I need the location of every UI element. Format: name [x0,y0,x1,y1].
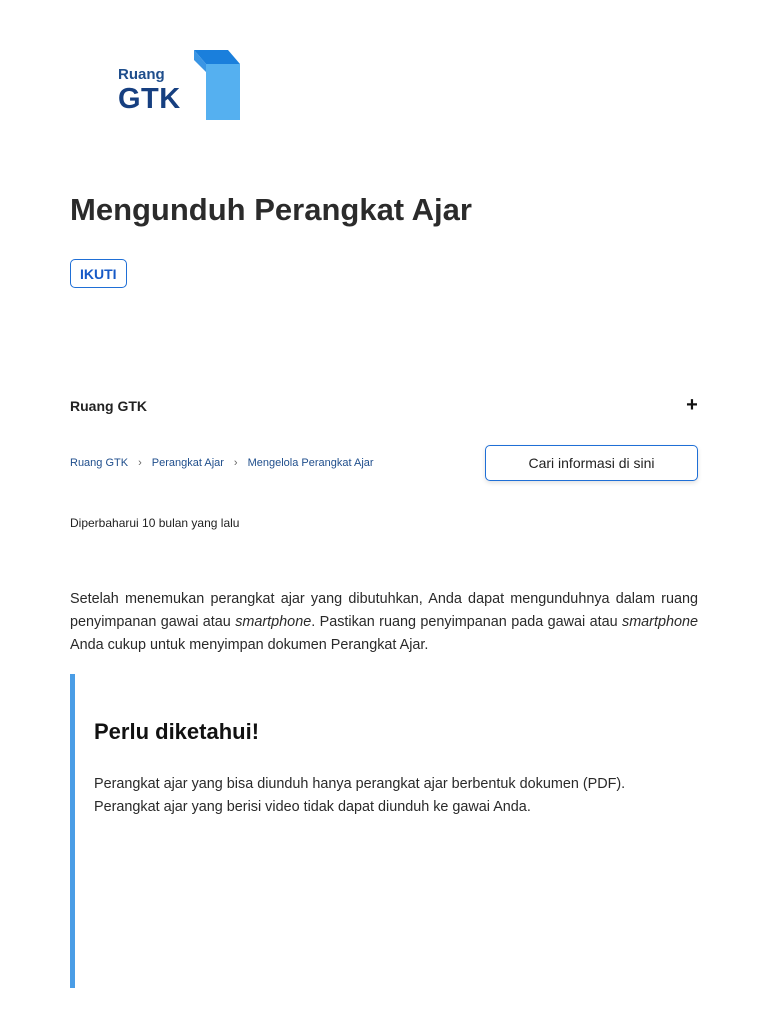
search-input[interactable]: Cari informasi di sini [485,445,698,481]
follow-button[interactable]: IKUTI [70,259,127,288]
updated-timestamp: Diperbaharui 10 bulan yang lalu [70,516,240,530]
chevron-right-icon: › [138,457,142,469]
callout-text: Perangkat ajar yang bisa diunduh hanya perangkat ajar berbentuk dokumen (PDF). Perangkat ajar yang berisi video tidak dapat diunduh ke gawai Anda. [94,776,626,815]
ruang-gtk-logo[interactable] [118,50,242,122]
article-emphasis: smartphone [622,614,698,630]
article-text: Setelah menemukan perangkat ajar yang dibutuhkan, Anda dapat mengunduhnya dalam ruang penyimpanan gawai atau [70,591,698,630]
article-emphasis: smartphone [235,614,312,630]
callout-title: Perlu diketahui! [94,719,260,744]
plus-icon[interactable]: + [686,394,698,416]
breadcrumb [70,457,374,469]
logo-gtk-text: GTK [118,83,181,115]
article-text: Anda cukup untuk menyimpan dokumen Perangkat Ajar. [70,637,429,653]
section-title[interactable]: Ruang GTK [70,398,147,414]
article-text: . Pastikan ruang penyimpanan pada gawai atau [311,614,622,630]
chevron-right-icon: › [233,457,238,469]
page-title: Mengunduh Perangkat Ajar [70,192,472,227]
breadcrumb-item-mengelola[interactable]: Mengelola Perangkat Ajar [247,457,374,469]
callout-accent-bar [70,674,75,988]
logo-box-icon [188,50,240,120]
breadcrumb-item-perangkat-ajar[interactable]: Perangkat Ajar [151,457,224,469]
article-paragraph [70,588,698,657]
logo-ruang-text: Ruang [118,66,165,83]
breadcrumb-item-ruang-gtk[interactable]: Ruang GTK [70,457,129,469]
